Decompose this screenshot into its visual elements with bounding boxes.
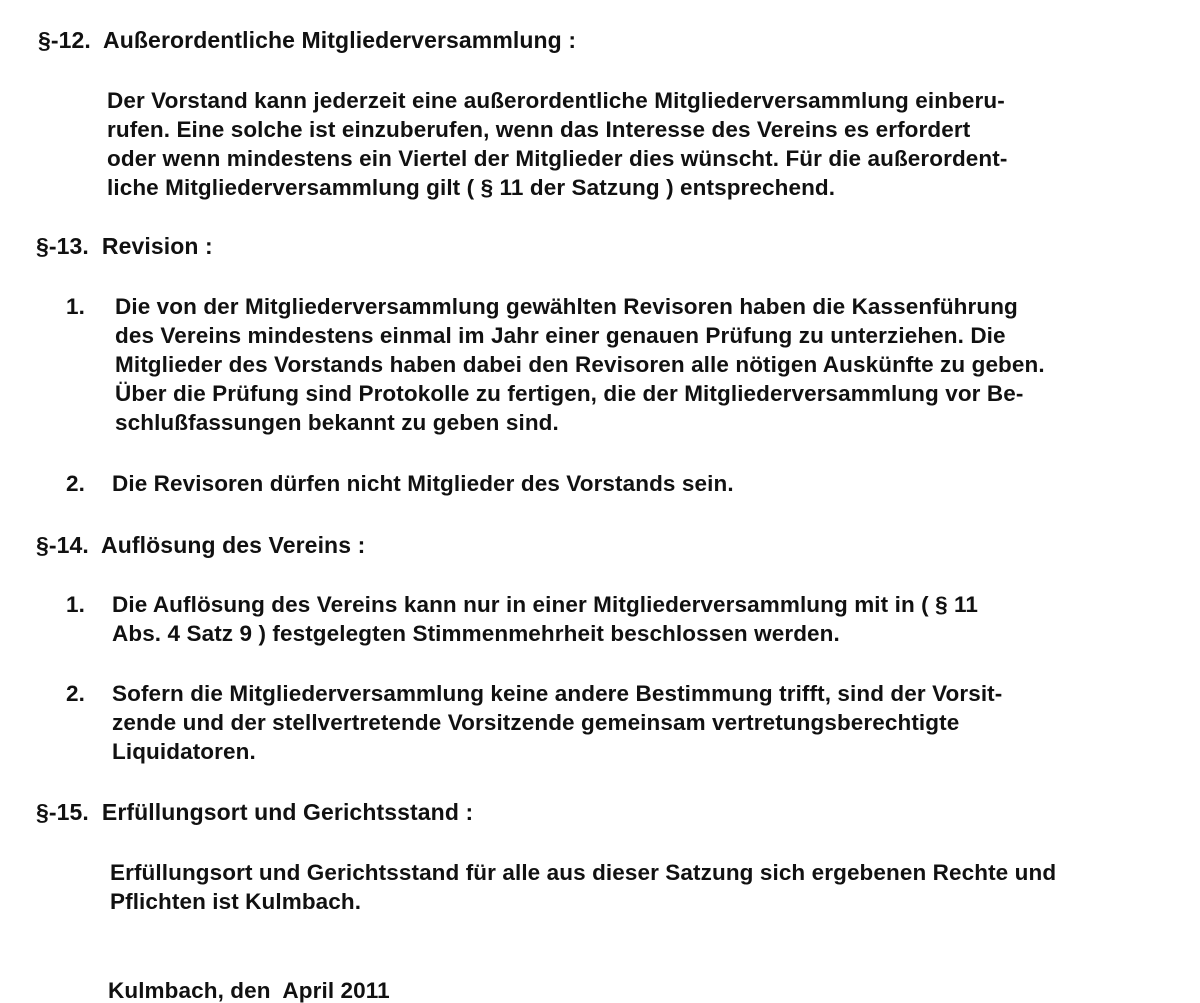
section-13-heading: §-13. Revision : [36,233,213,259]
section-15-paragraph-line: Erfüllungsort und Gerichtsstand für alle aus dieser Satzung sich ergebenen Rechte und [110,860,1057,885]
section-12-paragraph-line: oder wenn mindestens ein Viertel der Mitglieder dies wünscht. Für die außerordent- [107,146,1008,171]
list-item-line: schlußfassungen bekannt zu geben sind. [115,410,559,435]
list-item-line: Über die Prüfung sind Protokolle zu fertigen, die der Mitgliederversammlung vor Be- [115,381,1024,406]
list-item-number: 1. [66,592,85,617]
list-item-line: Die Revisoren dürfen nicht Mitglieder des Vorstands sein. [112,471,734,496]
section-15-heading: §-15. Erfüllungsort und Gerichtsstand : [36,799,474,825]
list-item-number: 2. [66,471,85,496]
list-item-line: Mitglieder des Vorstands haben dabei den Revisoren alle nötigen Auskünfte zu geben. [115,352,1045,377]
section-12-paragraph-line: Der Vorstand kann jederzeit eine außerordentliche Mitgliederversammlung einberu- [107,88,1005,113]
list-item-line: des Vereins mindestens einmal im Jahr einer genauen Prüfung zu unterziehen. Die [115,323,1006,348]
list-item-line: Sofern die Mitgliederversammlung keine andere Bestimmung trifft, sind der Vorsit- [112,681,1003,706]
list-item-number: 2. [66,681,85,706]
list-item-line: zende und der stellvertretende Vorsitzende gemeinsam vertretungsberechtigte [112,710,960,735]
section-12-heading: §-12. Außerordentliche Mitgliederversammlung : [38,27,577,53]
list-item-line: Abs. 4 Satz 9 ) festgelegten Stimmenmehrheit beschlossen werden. [112,621,840,646]
section-14-heading: §-14. Auflösung des Vereins : [36,532,366,558]
section-15-paragraph-line: Pflichten ist Kulmbach. [110,889,362,914]
list-item-line: Die von der Mitgliederversammlung gewählten Revisoren haben die Kassenführung [115,294,1018,319]
list-item-number: 1. [66,294,85,319]
section-12-paragraph-line: liche Mitgliederversammlung gilt ( § 11 der Satzung ) entsprechend. [107,175,836,200]
list-item-line: Die Auflösung des Vereins kann nur in einer Mitgliederversammlung mit in ( § 11 [112,592,979,617]
place-date-line: Kulmbach, den April 2011 [108,978,390,1003]
list-item-line: Liquidatoren. [112,739,256,764]
section-12-paragraph-line: rufen. Eine solche ist einzuberufen, wenn das Interesse des Vereins es erfordert [107,117,971,142]
